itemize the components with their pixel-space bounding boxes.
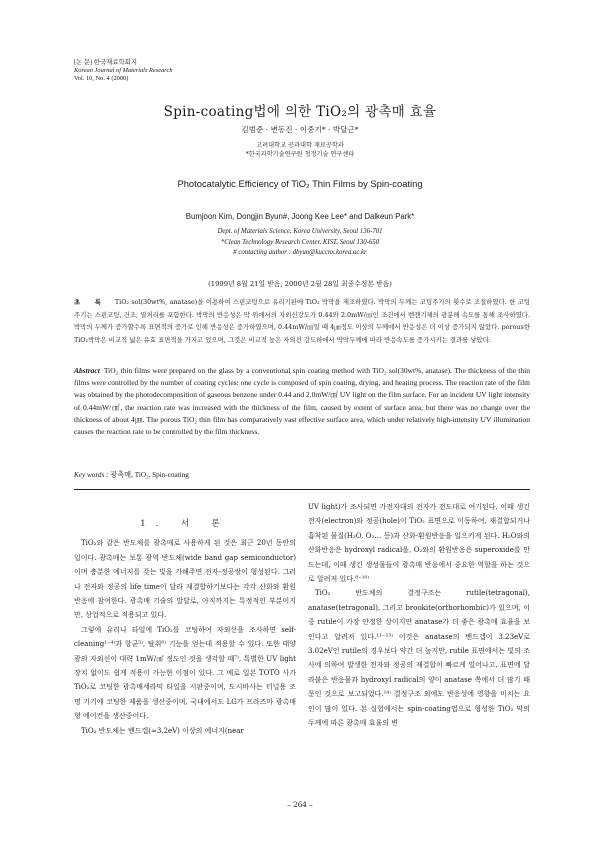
affiliation-english-2: *Clean Technology Research Center, KIST, Seoul 130-650 — [220, 238, 380, 246]
contact-email: # contacting author : dbyun@kuccnx.korea.ac.kr — [233, 249, 367, 256]
section-divider — [74, 489, 530, 490]
affiliation-english — [0, 227, 600, 259]
journal-line-2: Korean Journal of Materials Research — [74, 67, 173, 74]
journal-header — [74, 59, 173, 83]
body-column-left — [74, 500, 296, 738]
paragraph: 그렇에 유리나 타일에 TiO₂를 코팅하여 자외선을 조사하면 self-cleaning¹⁻⁴⁾과 항균⁵⁾, 탈취⁶⁾ 기능을 얻는데 적용할 수 있다. 또한 태양광의 자외선이 대략 1mW/㎠ 정도인 것을 생각할 때⁷⁾, 특별한 UV light 장치 없이도 쉽게 적용이 가능한 이점이 있다. 그 예로 일본 TOTO 사가 TiO₂로 코팅한 광촉매세라믹 타일을 시판중이며, 도시바사는 터널용 조명 기기에 코팅한 제품을 생산중이며, 국내에서도 LG가 프라즈마 광촉매형 에어컨을 생산중이다. — [74, 625, 296, 721]
paragraph: UV light)가 조사되면 가전자대의 전자가 전도대로 여기된다. 이때 생긴 전자(electron)와 정공(hole)이 TiO₂ 표면으로 이동하여, 재결합되거나 흡착된 물질(H₂O, O₂… 등)과 산화-환원반응을 일으키게 된다. H₂O와의 산화반응은 hydroxyl radical을, O₂와의 환원반응은 superoxide를 만드는데, 이때 생긴 생성물들이 광촉매 반응에서 중요한 역할을 하는 것으로 알려져 있다.⁸⁻¹⁰⁾ — [308, 503, 530, 584]
abstract-korean — [74, 296, 530, 346]
abstract-korean-text: TiO₂ sol(30wt%, anatase)을 이용하여 스핀코팅으로 유리기판에 TiO₂ 박막을 제조하였다. 박막의 두께는 코팅주기의 횟수로 조절하였다. 한 코팅주기는 스핀코팅, 건조, 열처리를 포함한다. 박막의 반응성은 막 위에서의 자외선강도가 0.44와 2.0mW/㎠인 조건에서 벤젠기체의 광분해 속도를 통해 조사하였다. 박막의 두께가 증가할수록 표면적의 증가로 인해 반응성은 증가하였으며, 0.44mW/㎠일 때 4㎛정도 이상의 두께에서 반응성은 더 이상 증가되지 않았다. porous한 TiO₂박막은 비교적 넓은 유효 표면적을 가지고 있으며, 그것은 비교적 높은 자외선 강도하에서 박막두께에 따라 반응속도를 증가시키는 결과를 낳았다. — [74, 298, 530, 344]
abstract-english — [74, 365, 530, 438]
title-english: Photocatalytic Efficiency of TiO₂ Thin Films by Spin-coating — [177, 178, 423, 189]
keywords — [74, 470, 189, 480]
abstract-korean-label: 초 록 — [74, 298, 107, 306]
paragraph: TiO₂ 반도체는 밴드갭(≈3.2eV) 이상의 에너지(near — [81, 726, 244, 735]
title-korean: Spin-coating법에 의한 TiO₂의 광촉매 효율 — [163, 104, 437, 120]
journal-line-1: [논 문] 한국재료학회지 — [74, 59, 138, 66]
page-number: – 264 – — [287, 800, 313, 809]
section-heading-introduction: 1. 서 론 — [140, 518, 230, 528]
authors-english: Bumjoon Kim, Dongjin Byun#, Joong Kee Lee* and Dalkeun Park* — [185, 212, 415, 221]
affiliation-english-1: Dept. of Materials Science, Korea University, Seoul 136-701 — [217, 228, 383, 235]
affiliation-korean — [0, 141, 600, 159]
journal-line-3: Vol. 10, No. 4 (2000) — [74, 75, 129, 82]
affiliation-korean-1: 고려대학교 공과대학 재료공학과 — [256, 142, 344, 149]
paragraph: TiO₂와 같은 반도체를 광촉매로 사용하게 된 것은 최근 20년 동안의 일이다. 광촉매는 보통 광역 반도체(wide band gap semiconductor)이며 충분한 에너지를 갖는 빛을 가해주면 전자-정공쌍이 형성된다. 그러나 전자와 정공의 life time이 달라 재결합하기보다는 각각 산화와 환원 반응에 참여한다. 광촉매 기술의 발달로, 아직까지는 특정적인 부분이지만, 상업적으로 적용되고 있다. — [74, 539, 296, 620]
abstract-english-label: Abstract — [74, 366, 100, 375]
received-dates: (1999년 8월 21일 받음, 2000년 2월 28일 최종수정본 받음) — [208, 280, 392, 288]
authors-korean: 김범준 · 변동진 · 이중기* · 박달근* — [241, 125, 359, 134]
body-column-right — [308, 500, 530, 731]
affiliation-korean-2: *한국과학기술연구원 청정기술 연구센타 — [245, 151, 355, 158]
keywords-text: 광촉매, TiO₂, Spin-coating — [108, 471, 189, 479]
abstract-english-text: TiO₂ thin films were prepared on the glass by a conventional spin coating method with TiO₂ sol(30wt%, anatase). The thickness of the thin films were controlled by the number of coating cycles: one cycle is composed of spin coating, drying, and heating process. The reaction rate of the film was obtained by the photodecomposition of gaseous benzene under 0.44 and 2.0mW/㎠ UV light on the film surface. For an incident UV light intensity of 0.44mW/㎠, the reaction rate was increased with the thickness of the film, caused by extent of surface area, but there was no change over the thickness of about 4㎛. The porous TiO₂ thin film has comparatively vast effective surface area, which under relatively high-intensity UV illumination causes the reaction rate to be controlled by the film thickness. — [74, 366, 530, 437]
paragraph: TiO₂ 반도체의 결정구조는 rutile(tetragonal), anatase(tetragonal), 그리고 brookite(orthorhombic)가 있으며, 이중 rutile이 가장 안정한 상이지만 anatase가 더 좋은 광촉매 효율을 보인다고 알려져 있다.¹¹⁻¹³⁾ 이것은 anatase의 밴드갭이 3.23eV로 3.02eV인 rutile의 경우보다 약간 더 높지만, rutile 표면에서는 빛의 조사에 의하여 발생한 전자와 정공의 재결합이 빠르게 일어나고, 표면에 달라붙은 반응물과 hydroxyl radical의 양이 anatase 쪽에서 더 많기 때문인 것으로 보고되었다.¹⁴⁾ 결정구조 외에도 반응성에 영향을 미치는 요인이 많이 있다. 본 실험에서는 spin-coating법으로 형성한 TiO₂ 막의 두께에 따른 광촉매 효율의 변 — [308, 589, 530, 728]
keywords-label: Key words : — [74, 471, 109, 479]
